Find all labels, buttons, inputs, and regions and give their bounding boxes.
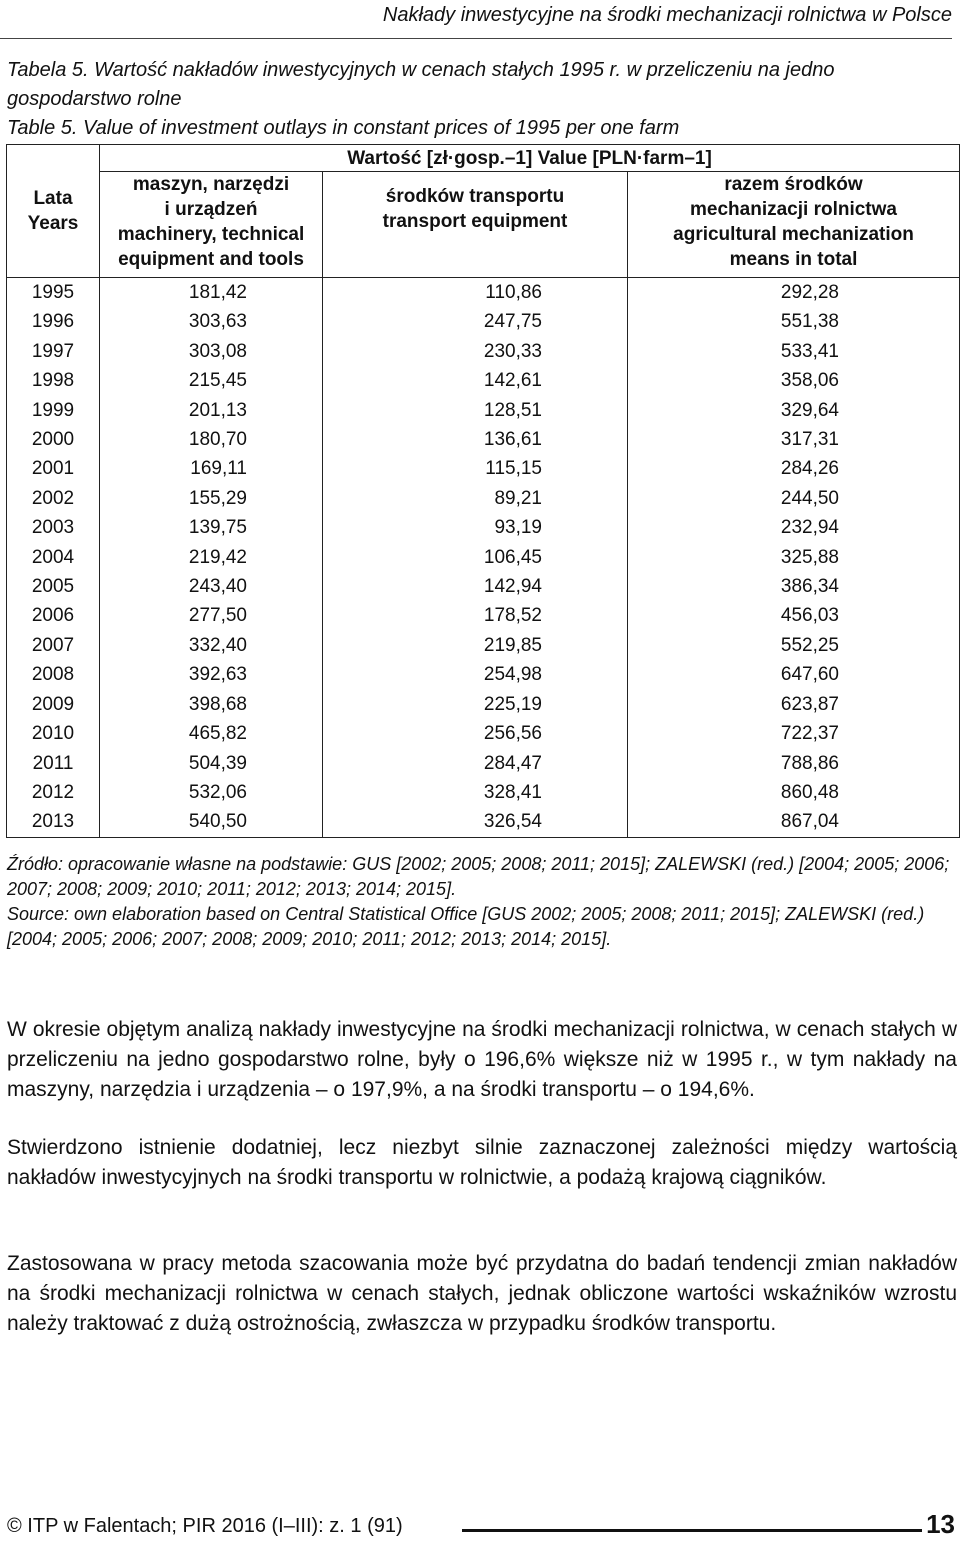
transport-value: 142,61	[323, 366, 628, 395]
running-head: Nakłady inwestycyjne na środki mechanizacji rolnictwa w Polsce	[0, 0, 952, 39]
year-cell: 2013	[7, 807, 100, 837]
table-row	[7, 807, 960, 837]
year-cell: 2006	[7, 601, 100, 630]
year-header-pl: Lata	[33, 188, 73, 209]
machinery-value: 392,63	[100, 660, 323, 689]
table-row	[7, 484, 960, 513]
total-value: 552,25	[628, 631, 960, 660]
transport-value: 89,21	[323, 484, 628, 513]
data-table	[6, 144, 960, 838]
machinery-value: 219,42	[100, 543, 323, 572]
machinery-value: 181,42	[100, 278, 323, 308]
machinery-value: 532,06	[100, 778, 323, 807]
machinery-value: 201,13	[100, 396, 323, 425]
table-row	[7, 601, 960, 630]
total-value: 386,34	[628, 572, 960, 601]
total-value: 722,37	[628, 719, 960, 748]
year-cell: 1999	[7, 396, 100, 425]
machinery-value: 465,82	[100, 719, 323, 748]
table-row	[7, 454, 960, 483]
table-row	[7, 307, 960, 336]
machinery-value: 155,29	[100, 484, 323, 513]
paragraph-3: Zastosowana w pracy metoda szacowania może być przydatna do badań tendencji zmian nakładów na środki mechanizacji rolnictwa w cenach stałych, jednak obliczone wartości wskaźników wzrostu należy traktować z dużą ostrożnością, zwłaszcza w przypadku środków transportu.	[7, 1252, 957, 1335]
year-cell: 2007	[7, 631, 100, 660]
total-value: 623,87	[628, 690, 960, 719]
year-cell: 2008	[7, 660, 100, 689]
table-row	[7, 690, 960, 719]
total-value: 533,41	[628, 337, 960, 366]
total-value: 317,31	[628, 425, 960, 454]
caption-en-text: Table 5. Value of investment outlays in constant prices of 1995 per one farm	[7, 117, 680, 139]
col1-line: i urządzeń	[164, 199, 258, 220]
year-cell: 2012	[7, 778, 100, 807]
total-value: 292,28	[628, 278, 960, 308]
total-value: 358,06	[628, 366, 960, 395]
machinery-value: 277,50	[100, 601, 323, 630]
machinery-value: 215,45	[100, 366, 323, 395]
total-value: 284,26	[628, 454, 960, 483]
transport-value: 219,85	[323, 631, 628, 660]
table-row	[7, 366, 960, 395]
machinery-value: 540,50	[100, 807, 323, 837]
col-machinery-header	[100, 172, 323, 278]
source-en: Source: own elaboration based on Central Statistical Office [GUS 2002; 2005; 2008; 2011; 2015]; ZALEWSKI (red.) [2004; 2005; 2006; 2007; 2008; 2009; 2010; 2011; 2012; 2013; 2014; 2015].	[7, 904, 925, 949]
year-cell: 2002	[7, 484, 100, 513]
machinery-value: 303,63	[100, 307, 323, 336]
year-cell: 2010	[7, 719, 100, 748]
table-caption-en	[7, 114, 957, 143]
table-row	[7, 719, 960, 748]
table-row	[7, 778, 960, 807]
year-cell: 2011	[7, 749, 100, 778]
col3-line: agricultural mechanization	[673, 224, 914, 245]
year-cell: 1996	[7, 307, 100, 336]
table-row	[7, 278, 960, 308]
paragraph-2: Stwierdzono istnienie dodatniej, lecz niezbyt silnie zaznaczonej zależności między wartością nakładów inwestycyjnych na środki transportu w rolnictwie, a podażą krajową ciągników.	[7, 1136, 957, 1189]
col-transport-header	[323, 172, 628, 278]
year-cell: 2009	[7, 690, 100, 719]
transport-value: 225,19	[323, 690, 628, 719]
year-cell: 2000	[7, 425, 100, 454]
total-value: 325,88	[628, 543, 960, 572]
col3-line: mechanizacji rolnictwa	[690, 199, 897, 220]
table-row	[7, 660, 960, 689]
page-number: 13	[926, 1509, 955, 1539]
machinery-value: 398,68	[100, 690, 323, 719]
table-row	[7, 631, 960, 660]
total-value: 788,86	[628, 749, 960, 778]
total-value: 867,04	[628, 807, 960, 837]
table-caption-pl	[7, 56, 957, 114]
machinery-value: 303,08	[100, 337, 323, 366]
table-row	[7, 425, 960, 454]
transport-value: 254,98	[323, 660, 628, 689]
table-row	[7, 337, 960, 366]
table-body	[7, 278, 960, 838]
transport-value: 142,94	[323, 572, 628, 601]
year-cell: 2001	[7, 454, 100, 483]
machinery-value: 180,70	[100, 425, 323, 454]
source-note	[7, 852, 957, 952]
table-row	[7, 749, 960, 778]
machinery-value: 504,39	[100, 749, 323, 778]
year-cell: 2003	[7, 513, 100, 542]
transport-value: 178,52	[323, 601, 628, 630]
transport-value: 247,75	[323, 307, 628, 336]
total-value: 647,60	[628, 660, 960, 689]
total-value: 329,64	[628, 396, 960, 425]
footer-rule	[462, 1529, 922, 1532]
machinery-value: 243,40	[100, 572, 323, 601]
machinery-value: 139,75	[100, 513, 323, 542]
table-row	[7, 572, 960, 601]
transport-value: 110,86	[323, 278, 628, 308]
col-total-header	[628, 172, 960, 278]
footer-copyright: © ITP w Falentach; PIR 2016 (I–III): z. 1 (91)	[7, 1515, 403, 1537]
transport-value: 128,51	[323, 396, 628, 425]
transport-value: 328,41	[323, 778, 628, 807]
col1-line: machinery, technical	[117, 224, 305, 245]
paragraph-1: W okresie objętym analizą nakłady inwestycyjne na środki mechanizacji rolnictwa, w cenach stałych w przeliczeniu na jedno gospodarstwo rolne, były o 196,6% większe niż w 1995 r., w tym nakłady na maszyny, narzędzia i urządzenia – o 197,9%, a na środki transportu – o 194,6%.	[7, 1018, 957, 1101]
total-value: 232,94	[628, 513, 960, 542]
year-cell: 2004	[7, 543, 100, 572]
col1-line: equipment and tools	[118, 249, 304, 270]
transport-value: 284,47	[323, 749, 628, 778]
year-header	[7, 145, 100, 278]
transport-value: 230,33	[323, 337, 628, 366]
transport-value: 93,19	[323, 513, 628, 542]
page-footer	[7, 1505, 957, 1545]
table-row	[7, 396, 960, 425]
source-pl: Źródło: opracowanie własne na podstawie: GUS [2002; 2005; 2008; 2011; 2015]; ZALEWSKI (red.) [2004; 2005; 2006; 2007; 2008; 2009; 2010; 2011; 2012; 2013; 2014; 2015].	[7, 854, 950, 899]
year-cell: 1995	[7, 278, 100, 308]
col3-line: razem środków	[724, 174, 863, 195]
year-cell: 2005	[7, 572, 100, 601]
total-value: 244,50	[628, 484, 960, 513]
transport-value: 326,54	[323, 807, 628, 837]
transport-value: 136,61	[323, 425, 628, 454]
transport-value: 115,15	[323, 454, 628, 483]
col2-line: transport equipment	[382, 211, 568, 232]
col3-line: means in total	[729, 249, 858, 270]
total-value: 551,38	[628, 307, 960, 336]
transport-value: 256,56	[323, 719, 628, 748]
value-header: Wartość [zł·gosp.–1] Value [PLN·farm–1]	[100, 145, 960, 172]
year-header-en: Years	[27, 213, 79, 234]
transport-value: 106,45	[323, 543, 628, 572]
table-row	[7, 543, 960, 572]
machinery-value: 332,40	[100, 631, 323, 660]
machinery-value: 169,11	[100, 454, 323, 483]
caption-pl-text: Tabela 5. Wartość nakładów inwestycyjnych w cenach stałych 1995 r. w przeliczeniu na jedno gospodarstwo rolne	[7, 59, 835, 110]
col1-line: maszyn, narzędzi	[132, 174, 290, 195]
year-cell: 1997	[7, 337, 100, 366]
col2-line: środków transportu	[385, 186, 565, 207]
year-cell: 1998	[7, 366, 100, 395]
total-value: 456,03	[628, 601, 960, 630]
total-value: 860,48	[628, 778, 960, 807]
table-row	[7, 513, 960, 542]
